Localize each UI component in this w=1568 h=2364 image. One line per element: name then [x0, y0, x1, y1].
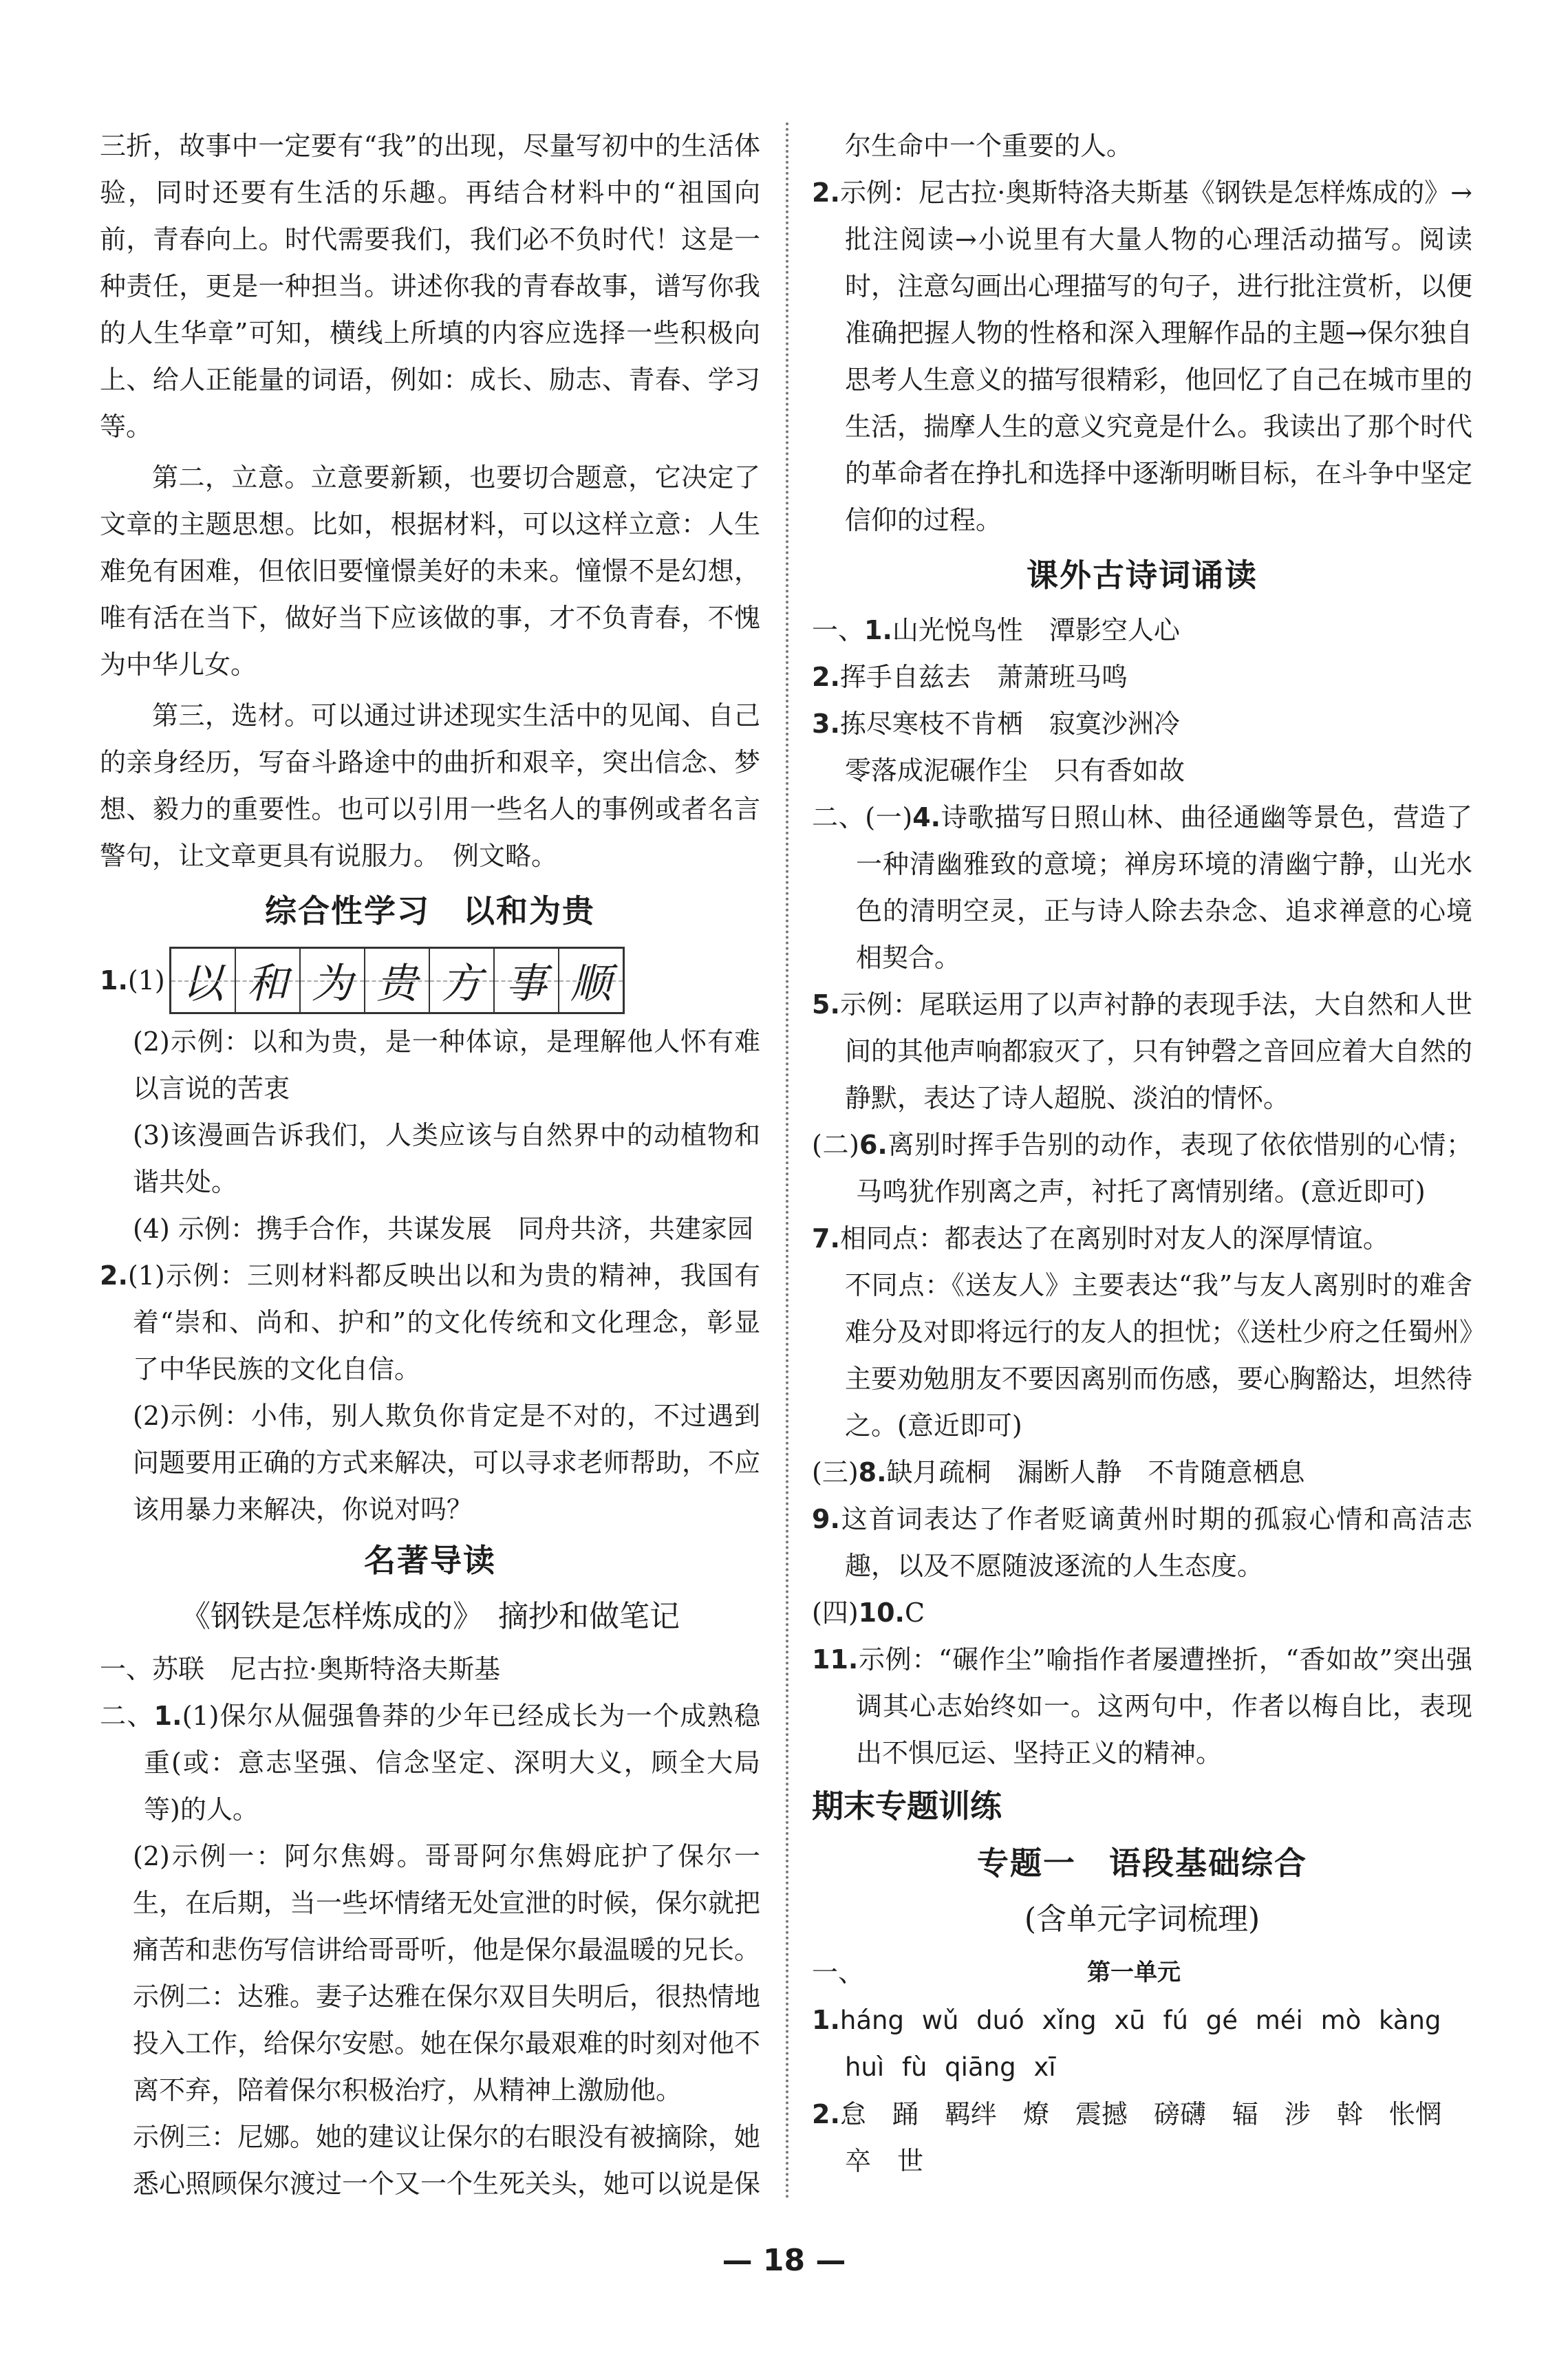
mz-answer-two-1a	[100, 1693, 760, 1833]
mz-answer-two-1d: 示例三：尼娜。她的建议让保尔的右眼没有被摘除，她悉心照顾保尔渡过一个又一个生死关头，她可以说是保	[133, 2122, 761, 2199]
p8-prefix: (三)	[812, 1457, 859, 1487]
section-title-poem: 课外古诗词诵读	[1027, 557, 1258, 594]
p10-prefix: (四)	[812, 1598, 859, 1628]
unit-prefix: 一、	[812, 1957, 865, 1988]
essay-paragraph-3: 第三，选材。可以通过讲述现实生活中的见闻、自己的亲身经历，写奋斗路途中的曲折和艰辛，突出信念、梦想、毅力的重要性。也可以引用一些名人的事例或者名言警句，让文章更具有说服力。 例文略。	[100, 700, 760, 871]
page-number: — 18 —	[722, 2243, 846, 2278]
p7a-text: 相同点：都表达了在离别时对友人的深厚情谊。	[839, 1223, 1389, 1254]
unit-answer-1b: huì fù qiāng xī	[845, 2052, 1056, 2082]
p5-number: 5.	[812, 989, 840, 1020]
essay-paragraph-2: 第二，立意。立意要新颖，也要切合题意，它决定了文章的主题思想。比如，根据材料，可以这样立意：人生难免有困难，但依旧要憧憬美好的未来。憧憬不是幻想，唯有活在当下，做好当下应该做的事，才不负青春，不愧为中华儿女。	[100, 462, 760, 680]
p10-text: C	[904, 1598, 925, 1628]
p4-number: 4.	[912, 802, 941, 832]
column-divider	[786, 122, 788, 2200]
grid-char: 顺	[559, 949, 623, 1012]
poem-answer-7a	[812, 1215, 1472, 1262]
q1-sub4: (4) 示例：携手合作，共谋发展 同舟共济，共建家园	[133, 1214, 753, 1244]
poem-answer-3a	[812, 700, 1472, 747]
q2-number: 2.	[100, 1260, 128, 1291]
unit-answer-2b: 卒 世	[845, 2146, 924, 2176]
q2-sub1-text: (1)示例：三则材料都反映出以和为贵的精神，我国有着“崇和、尚和、护和”的文化传统和文化理念，彰显了中华民族的文化自信。	[127, 1260, 760, 1384]
mz-answer-two-1b: (2)示例一：阿尔焦姆。哥哥阿尔焦姆庇护了保尔一生，在后期，当一些坏情绪无处宣泄的时候，保尔就把痛苦和悲伤写信讲给哥哥听，他是保尔最温暖的兄长。	[133, 1841, 761, 1965]
u1-number: 1.	[812, 2005, 840, 2035]
mz-q2-text: 示例：尼古拉·奥斯特洛夫斯基《钢铁是怎样炼成的》→批注阅读→小说里有大量人物的心理活动描写。阅读时，注意勾画出心理描写的句子，进行批注赏析，以便准确把握人物的性格和深入理解作品的主题→保尔独自思考人生意义的描写很精彩，他回忆了自己在城市里的生活，揣摩人生的意义究竟是什么。我读出了那个时代的革命者在挣扎和选择中逐渐明晰目标，在斗争中坚定信仰的过程。	[839, 178, 1473, 535]
section-title-zonghe: 综合性学习 以和为贵	[265, 892, 595, 930]
p7-number: 7.	[812, 1223, 840, 1254]
section-subtitle-mingzhu: 《钢铁是怎样炼成的》 摘抄和做笔记	[180, 1599, 680, 1634]
mz-q2	[812, 169, 1472, 544]
unit-answer-2a	[812, 2091, 1472, 2138]
q1-number: 1.	[100, 965, 128, 996]
p6-prefix: (二)	[812, 1130, 859, 1160]
essay-paragraph-1: 三折，故事中一定要有“我”的出现，尽量写初中的生活体验，同时还要有生活的乐趣。再结合材料中的“祖国向前，青春向上。时代需要我们，我们必不负时代！这是一种责任，更是一种担当。讲述你我的青春故事，谱写你我的人生华章”可知，横线上所填的内容应选择一些积极向上、给人正能量的词语，例如：成长、励志、青春、学习等。	[100, 131, 760, 442]
p2-number: 2.	[812, 662, 840, 692]
grid-char: 和	[236, 949, 301, 1012]
u2-number: 2.	[812, 2099, 840, 2129]
topic-subtitle: (含单元字词梳理)	[1024, 1902, 1260, 1937]
unit-answer-1a	[812, 1997, 1472, 2044]
mz-two-prefix: 二、	[100, 1701, 154, 1731]
q1-sub1-label: (1)	[127, 965, 165, 996]
q1-sub3: (3)该漫画告诉我们，人类应该与自然界中的动植物和谐共处。	[133, 1120, 760, 1197]
u1a-pinyin: háng wǔ duó xǐng xū fú gé méi mò kàng	[839, 2006, 1441, 2035]
p9-number: 9.	[812, 1504, 840, 1534]
poem-answer-5	[812, 981, 1472, 1121]
grid-char: 为	[301, 949, 365, 1012]
p5-text: 示例：尾联运用了以声衬静的表现手法，大自然和人世间的其他声响都寂灭了，只有钟磬之音回应着大自然的静默，表达了诗人超脱、淡泊的情怀。	[839, 989, 1473, 1113]
p6-number: 6.	[859, 1130, 888, 1160]
q1-sub2: (2)示例：以和为贵，是一种体谅，是理解他人怀有难以言说的苦衷	[133, 1027, 760, 1104]
grid-char: 以	[171, 949, 236, 1012]
p2-text: 挥手自兹去 萧萧班马鸣	[839, 662, 1128, 692]
unit-heading-row	[812, 1948, 1472, 1997]
poem-answer-1	[812, 607, 1472, 654]
grid-char: 贵	[365, 949, 430, 1012]
p11-text: 示例：“碾作尘”喻指作者屡遭挫折，“香如故”突出强调其心志始终如一。这两句中，作者以梅自比，表现出不惧厄运、坚持正义的精神。	[856, 1644, 1472, 1768]
mz-answer-one: 一、苏联 尼古拉·奥斯特洛夫斯基	[100, 1654, 501, 1684]
p8-number: 8.	[858, 1457, 887, 1487]
poem-answer-9	[812, 1496, 1472, 1589]
section-title-final: 期末专题训练	[812, 1787, 1002, 1825]
p9-text: 这首词表达了作者贬谪黄州时期的孤寂心情和高洁志趣，以及不愿随波逐流的人生态度。	[839, 1504, 1472, 1581]
p8-text: 缺月疏桐 漏断人静 不肯随意栖息	[886, 1457, 1305, 1487]
q2-sub1	[100, 1252, 760, 1393]
q2-sub2: (2)示例：小伟，别人欺负你肯定是不对的，不过遇到问题要用正确的方式来解决，可以寻求老师帮助，不应该用暴力来解决，你说对吗？	[133, 1401, 761, 1525]
character-grid	[169, 947, 625, 1014]
grid-char: 方	[430, 949, 495, 1012]
poem-answer-3b: 零落成泥碾作尘 只有香如故	[845, 755, 1185, 786]
continued-text: 尔生命中一个重要的人。	[845, 131, 1133, 161]
poem-answer-4	[812, 794, 1472, 981]
p11-number: 11.	[812, 1644, 859, 1675]
u2a-text: 怠 踊 羁绊 燎 震撼 磅礴 辐 涉 斡 怅惘	[839, 2099, 1441, 2129]
p1-number: 1.	[864, 615, 892, 645]
p1-prefix: 一、	[812, 615, 865, 645]
p6-text: 离别时挥手告别的动作，表现了依依惜别的心情；马鸣犹作别离之声，衬托了离情别绪。(意近即可)	[856, 1130, 1472, 1207]
p10-number: 10.	[858, 1598, 905, 1628]
p3-number: 3.	[812, 709, 840, 739]
grid-char: 事	[495, 949, 559, 1012]
poem-answer-11	[812, 1636, 1472, 1776]
p4-prefix: 二、(一)	[812, 802, 913, 832]
section-title-mingzhu: 名著导读	[364, 1542, 496, 1579]
mz-two-q1-number: 1.	[153, 1701, 182, 1731]
topic-title: 专题一 语段基础综合	[977, 1845, 1307, 1882]
mz-two-q1a-text: (1)保尔从倔强鲁莽的少年已经成长为一个成熟稳重(或：意志坚强、信念坚定、深明大义，顾全大局等)的人。	[144, 1701, 760, 1825]
p4-text: 诗歌描写日照山林、曲径通幽等景色，营造了一种清幽雅致的意境；禅房环境的清幽宁静，山光水色的清明空灵，正与诗人除去杂念、追求禅意的心境相契合。	[856, 802, 1472, 973]
q1-grid-row	[100, 943, 760, 1018]
right-column	[812, 122, 1472, 2184]
poem-answer-7b: 不同点：《送友人》主要表达“我”与友人离别时的难舍难分及对即将远行的友人的担忧；《送杜少府之任蜀州》主要劝勉朋友不要因离别而伤感，要心胸豁达，坦然待之。(意近即可)	[845, 1270, 1473, 1441]
mz-q2-number: 2.	[812, 178, 840, 208]
p3a-text: 拣尽寒枝不肯栖 寂寞沙洲冷	[839, 709, 1180, 739]
poem-answer-8	[812, 1449, 1472, 1496]
unit-name: 第一单元	[1087, 1959, 1181, 1986]
poem-answer-2	[812, 654, 1472, 700]
poem-answer-10	[812, 1589, 1472, 1636]
left-column	[100, 122, 760, 2207]
p1-text: 山光悦鸟性 潭影空人心	[892, 615, 1180, 645]
poem-answer-6	[812, 1121, 1472, 1215]
mz-answer-two-1c: 示例二：达雅。妻子达雅在保尔双目失明后，很热情地投入工作，给保尔安慰。她在保尔最艰难的时刻对他不离不弃，陪着保尔积极治疗，从精神上激励他。	[133, 1981, 761, 2105]
